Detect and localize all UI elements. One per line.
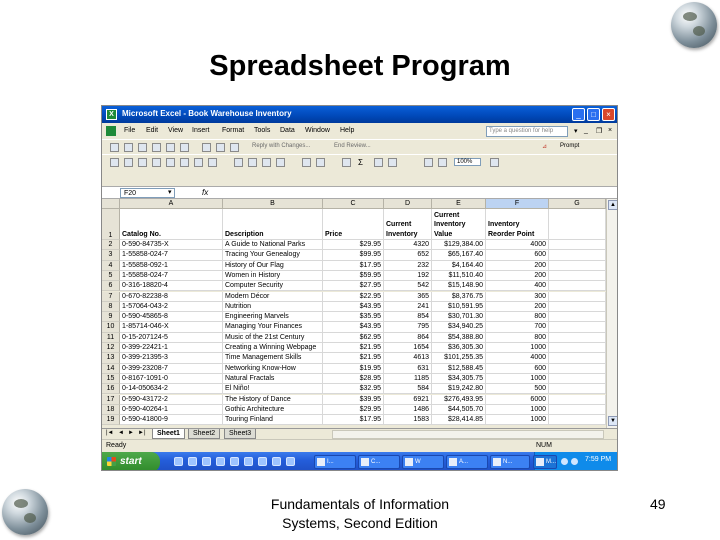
table-cell[interactable]: 0-8167-1091-0	[120, 374, 223, 384]
table-cell[interactable]: $10,591.95	[432, 302, 486, 312]
table-cell[interactable]: 0-399-21395-3	[120, 353, 223, 363]
header-inventory-value-line: Current	[434, 211, 460, 219]
table-cell[interactable]: 1000	[486, 415, 549, 425]
table-cell[interactable]: El Niño!	[223, 384, 323, 394]
table-cell[interactable]	[549, 261, 606, 271]
help-icon[interactable]	[490, 158, 499, 167]
standard-toolbar	[102, 154, 618, 169]
tab-next-icon[interactable]: ►	[128, 430, 134, 436]
taskbar-app-icon	[449, 458, 457, 466]
table-cell[interactable]: 4320	[384, 240, 432, 250]
row-header-10[interactable]: 10	[102, 322, 120, 332]
table-cell[interactable]: 0-14-050634-2	[120, 384, 223, 394]
table-cell[interactable]: $28.95	[323, 374, 384, 384]
undo-icon[interactable]	[302, 158, 311, 167]
table-cell[interactable]	[549, 312, 606, 322]
table-cell[interactable]: 0-316-18820-4	[120, 281, 223, 291]
table-cell[interactable]: 1000	[486, 343, 549, 353]
table-cell[interactable]: 1583	[384, 415, 432, 425]
table-cell[interactable]: $4,164.40	[432, 261, 486, 271]
table-cell[interactable]	[549, 292, 606, 302]
table-cell[interactable]: Women in History	[223, 271, 323, 281]
table-cell[interactable]: Natural Fractals	[223, 374, 323, 384]
header-description-line: Description	[225, 230, 264, 238]
cut-icon[interactable]	[234, 158, 243, 167]
table-cell[interactable]: 0-399-23208-7	[120, 364, 223, 374]
table-cell[interactable]: $29.95	[323, 240, 384, 250]
window-titlebar	[102, 106, 618, 123]
review-icon-1[interactable]	[110, 143, 119, 152]
table-cell[interactable]	[549, 395, 606, 405]
header-inventory-value-line: Value	[434, 230, 453, 238]
table-cell[interactable]	[549, 374, 606, 384]
header-current-inventory[interactable]	[384, 209, 432, 240]
minimize-button[interactable]: _	[572, 108, 585, 121]
print-preview-icon[interactable]	[194, 158, 203, 167]
cell-g1[interactable]	[549, 209, 606, 240]
table-cell[interactable]: $43.95	[323, 302, 384, 312]
taskbar-item-4[interactable]: A...	[446, 455, 488, 469]
table-cell[interactable]: 192	[384, 271, 432, 281]
row-header-4[interactable]: 4	[102, 261, 120, 271]
maximize-button[interactable]: □	[587, 108, 600, 121]
review-icon-8[interactable]	[216, 143, 225, 152]
table-cell[interactable]: $15,148.90	[432, 281, 486, 291]
table-cell[interactable]: $35.95	[323, 312, 384, 322]
header-inventory-value-line: Inventory	[434, 221, 466, 228]
email-icon[interactable]	[166, 158, 175, 167]
table-cell[interactable]: 365	[384, 292, 432, 302]
table-cell[interactable]: 584	[384, 384, 432, 394]
table-cell[interactable]	[549, 271, 606, 281]
row-header-17[interactable]: 17	[102, 395, 120, 405]
footer-line-1: Fundamentals of Information	[270, 496, 450, 512]
table-cell[interactable]: 4000	[486, 240, 549, 250]
start-button[interactable]	[102, 452, 160, 471]
sheet-tab-bar	[102, 428, 618, 439]
quicklaunch-icon-5[interactable]	[230, 457, 239, 466]
menu-data[interactable]: Data	[280, 127, 295, 134]
table-cell[interactable]: 300	[486, 292, 549, 302]
table-cell[interactable]: 0-15-207124-5	[120, 333, 223, 343]
slide-title: Spreadsheet Program	[209, 50, 511, 82]
menu-bar	[102, 124, 618, 138]
table-cell[interactable]: 0-670-82238-8	[120, 292, 223, 302]
horizontal-scrollbar[interactable]	[332, 430, 604, 439]
excel-screenshot	[101, 105, 618, 471]
header-current-inventory-line: Inventory	[386, 230, 418, 238]
column-header-e[interactable]: E	[432, 199, 486, 209]
header-catalog-no[interactable]	[120, 209, 223, 240]
tab-last-icon[interactable]: ►|	[138, 430, 146, 436]
table-cell[interactable]: $19,242.80	[432, 384, 486, 394]
table-cell[interactable]: $32.95	[323, 384, 384, 394]
globe-logo-bottom	[2, 489, 48, 535]
table-cell[interactable]: 600	[486, 364, 549, 374]
hyperlink-icon[interactable]	[342, 158, 351, 167]
table-cell[interactable]: 1654	[384, 343, 432, 353]
quicklaunch-icon-8[interactable]	[272, 457, 281, 466]
status-ready: Ready	[106, 442, 127, 449]
table-cell[interactable]: $65,167.40	[432, 250, 486, 260]
paste-icon[interactable]	[262, 158, 271, 167]
tab-sheet1[interactable]: Sheet1	[152, 429, 185, 439]
header-reorder-point-line: Reorder Point	[488, 230, 535, 238]
table-cell[interactable]: $28,414.85	[432, 415, 486, 425]
table-cell[interactable]: 200	[486, 261, 549, 271]
table-cell[interactable]	[549, 302, 606, 312]
sort-ascending-icon[interactable]	[374, 158, 383, 167]
drawing-icon[interactable]	[438, 158, 447, 167]
table-cell[interactable]	[549, 281, 606, 291]
table-cell[interactable]	[549, 322, 606, 332]
row-header-7[interactable]: 7	[102, 292, 120, 302]
table-cell[interactable]	[549, 415, 606, 425]
row-header-11[interactable]: 11	[102, 333, 120, 343]
column-header-b[interactable]: B	[223, 199, 323, 209]
table-cell[interactable]: 631	[384, 364, 432, 374]
table-cell[interactable]	[549, 343, 606, 353]
header-current-inventory-line: Current	[386, 221, 412, 228]
row-header-9[interactable]: 9	[102, 312, 120, 322]
help-dropdown-icon[interactable]: ▾	[574, 128, 578, 135]
table-cell[interactable]: A Guide to National Parks	[223, 240, 323, 250]
name-box[interactable]: F20	[120, 188, 175, 198]
table-cell[interactable]: 1-85714-046-X	[120, 322, 223, 332]
table-cell[interactable]	[549, 250, 606, 260]
menu-file[interactable]: File	[124, 127, 136, 134]
table-cell[interactable]: 1000	[486, 405, 549, 415]
taskbar-app-icon	[361, 458, 369, 466]
taskbar-item-5[interactable]: N...	[490, 455, 530, 469]
table-cell[interactable]: 500	[486, 384, 549, 394]
taskbar-app-icon	[317, 458, 325, 466]
quicklaunch-icon-9[interactable]	[286, 457, 295, 466]
table-cell[interactable]: 6921	[384, 395, 432, 405]
sort-descending-icon[interactable]	[388, 158, 397, 167]
header-price[interactable]	[323, 209, 384, 240]
vertical-scrollbar[interactable]	[606, 199, 618, 429]
menu-insert[interactable]: Insert	[192, 127, 210, 134]
autosum-icon[interactable]: Σ	[358, 158, 363, 167]
doc-minimize-icon[interactable]: _	[584, 127, 588, 134]
table-cell[interactable]: 200	[486, 271, 549, 281]
table-cell[interactable]: $17.95	[323, 261, 384, 271]
table-cell[interactable]	[549, 240, 606, 250]
slide-footer	[220, 495, 500, 533]
table-cell[interactable]: 800	[486, 312, 549, 322]
table-cell[interactable]: Computer Security	[223, 281, 323, 291]
table-cell[interactable]: $34,940.25	[432, 322, 486, 332]
pdf-icon[interactable]: ⊿	[542, 144, 548, 150]
menu-format[interactable]: Format	[222, 127, 245, 134]
table-cell[interactable]: History of Our Flag	[223, 261, 323, 271]
review-icon-3[interactable]	[138, 143, 147, 152]
table-cell[interactable]: $34,305.75	[432, 374, 486, 384]
menu-edit[interactable]: Edit	[146, 127, 159, 134]
table-cell[interactable]: $12,588.45	[432, 364, 486, 374]
status-num: NUM	[536, 442, 552, 449]
table-cell[interactable]: 232	[384, 261, 432, 271]
row-header-16[interactable]: 16	[102, 384, 120, 394]
table-cell[interactable]: 600	[486, 250, 549, 260]
insert-function-icon[interactable]: fx	[202, 188, 209, 197]
row-header-5[interactable]: 5	[102, 271, 120, 281]
close-button[interactable]: ×	[602, 108, 615, 121]
table-cell[interactable]: $36,305.30	[432, 343, 486, 353]
tab-first-icon[interactable]: |◄	[106, 430, 114, 436]
table-cell[interactable]: $29.95	[323, 405, 384, 415]
spelling-icon[interactable]	[208, 158, 217, 167]
table-cell[interactable]: Touring Finland	[223, 415, 323, 425]
status-bar	[102, 439, 618, 451]
footer-line-2: Systems, Second Edition	[282, 515, 438, 531]
start-label: start	[120, 456, 142, 467]
row-header-18[interactable]: 18	[102, 405, 120, 415]
column-header-a[interactable]: A	[120, 199, 223, 209]
system-tray	[534, 452, 618, 471]
table-cell[interactable]: 542	[384, 281, 432, 291]
page-number: 49	[650, 496, 666, 512]
table-cell[interactable]: $276,493.95	[432, 395, 486, 405]
table-cell[interactable]: $8,376.75	[432, 292, 486, 302]
taskbar-clock: 7:59 PM	[585, 456, 612, 463]
formula-bar	[102, 186, 618, 199]
table-cell[interactable]: $99.95	[323, 250, 384, 260]
quicklaunch-icon-1[interactable]	[174, 457, 183, 466]
tray-icon-2[interactable]	[571, 458, 578, 465]
table-cell[interactable]: 200	[486, 302, 549, 312]
new-icon[interactable]	[110, 158, 119, 167]
table-cell[interactable]: $27.95	[323, 281, 384, 291]
scroll-up-icon[interactable]: ▲	[608, 200, 618, 210]
menu-tools[interactable]: Tools	[254, 127, 271, 134]
table-cell[interactable]	[549, 333, 606, 343]
quicklaunch-icon-4[interactable]	[216, 457, 225, 466]
tab-sheet3[interactable]: Sheet3	[224, 429, 256, 439]
reply-with-changes-button[interactable]: Reply with Changes...	[252, 143, 311, 149]
quicklaunch-icon-3[interactable]	[202, 457, 211, 466]
header-description[interactable]	[223, 209, 323, 240]
row-header-1[interactable]: 1	[102, 209, 120, 240]
table-cell[interactable]: 400	[486, 281, 549, 291]
table-cell[interactable]: 652	[384, 250, 432, 260]
row-header-6[interactable]: 6	[102, 281, 120, 291]
table-cell[interactable]: $101,255.35	[432, 353, 486, 363]
review-icon-7[interactable]	[202, 143, 211, 152]
header-reorder-point[interactable]	[486, 209, 549, 240]
table-cell[interactable]: $44,505.70	[432, 405, 486, 415]
table-cell[interactable]: Engineering Marvels	[223, 312, 323, 322]
quicklaunch-icon-6[interactable]	[244, 457, 253, 466]
table-cell[interactable]: Gothic Architecture	[223, 405, 323, 415]
open-icon[interactable]	[124, 158, 133, 167]
row-header-3[interactable]: 3	[102, 250, 120, 260]
reviewing-toolbar	[102, 139, 618, 154]
table-cell[interactable]: 0-590-84735-X	[120, 240, 223, 250]
table-cell[interactable]: $43.95	[323, 322, 384, 332]
column-header-d[interactable]: D	[384, 199, 432, 209]
table-cell[interactable]: 0-399-22421-1	[120, 343, 223, 353]
table-cell[interactable]: The History of Dance	[223, 395, 323, 405]
scroll-down-icon[interactable]: ▼	[608, 416, 618, 426]
row-header-14[interactable]: 14	[102, 364, 120, 374]
table-cell[interactable]: 700	[486, 322, 549, 332]
table-cell[interactable]: 1486	[384, 405, 432, 415]
review-icon-5[interactable]	[166, 143, 175, 152]
globe-logo-top	[671, 2, 717, 48]
table-cell[interactable]: 241	[384, 302, 432, 312]
table-cell[interactable]: 1000	[486, 374, 549, 384]
tab-prev-icon[interactable]: ◄	[118, 430, 124, 436]
table-cell[interactable]: 1-55858-024-7	[120, 250, 223, 260]
help-search-input[interactable]: Type a question for help	[486, 126, 568, 137]
prompt-button[interactable]: Prompt	[560, 143, 580, 149]
header-inventory-value[interactable]	[432, 209, 486, 240]
header-catalog-no-line: Catalog No.	[122, 230, 161, 238]
taskbar-app-icon	[536, 458, 544, 466]
copy-icon[interactable]	[248, 158, 257, 167]
table-cell[interactable]: 795	[384, 322, 432, 332]
menu-window[interactable]: Window	[305, 127, 330, 134]
doc-close-icon[interactable]: ×	[608, 127, 613, 134]
table-cell[interactable]: Music of the 21st Century	[223, 333, 323, 343]
excel-app-icon: X	[106, 109, 117, 120]
table-cell[interactable]: 4613	[384, 353, 432, 363]
taskbar-item-6[interactable]: M...	[533, 455, 557, 469]
review-icon-6[interactable]	[180, 143, 189, 152]
select-all-corner[interactable]	[102, 199, 120, 209]
row-header-12[interactable]: 12	[102, 343, 120, 353]
table-cell[interactable]: 6000	[486, 395, 549, 405]
permission-icon[interactable]	[152, 158, 161, 167]
table-cell[interactable]: 0-590-45865-8	[120, 312, 223, 322]
redo-icon[interactable]	[316, 158, 325, 167]
table-cell[interactable]: $30,701.30	[432, 312, 486, 322]
table-cell[interactable]: 0-590-41800-9	[120, 415, 223, 425]
table-cell[interactable]: $62.95	[323, 333, 384, 343]
header-price-line: Price	[325, 230, 343, 238]
doc-restore-icon[interactable]: ❐	[596, 128, 603, 135]
tab-sheet2[interactable]: Sheet2	[188, 429, 220, 439]
row-header-8[interactable]: 8	[102, 302, 120, 312]
table-cell[interactable]: 864	[384, 333, 432, 343]
table-cell[interactable]: $19.95	[323, 364, 384, 374]
zoom-select[interactable]: 100%	[454, 158, 481, 166]
chart-wizard-icon[interactable]	[424, 158, 433, 167]
name-box-dropdown-icon[interactable]: ▾	[168, 189, 172, 196]
table-cell[interactable]: 0-590-40264-1	[120, 405, 223, 415]
taskbar-item-2[interactable]: C...	[358, 455, 400, 469]
row-header-15[interactable]: 15	[102, 374, 120, 384]
quicklaunch-icon-2[interactable]	[188, 457, 197, 466]
windows-flag-icon	[107, 457, 116, 466]
row-header-19[interactable]: 19	[102, 415, 120, 425]
table-cell[interactable]: Managing Your Finances	[223, 322, 323, 332]
table-cell[interactable]: $54,388.80	[432, 333, 486, 343]
table-cell[interactable]: 800	[486, 333, 549, 343]
table-cell[interactable]: 1-55858-024-7	[120, 271, 223, 281]
table-cell[interactable]	[549, 364, 606, 374]
table-cell[interactable]: $39.95	[323, 395, 384, 405]
menu-view[interactable]: View	[168, 127, 184, 134]
table-cell[interactable]: Creating a Winning Webpage	[223, 343, 323, 353]
table-cell[interactable]: Networking Know-How	[223, 364, 323, 374]
menu-help[interactable]: Help	[340, 127, 355, 134]
table-cell[interactable]: 854	[384, 312, 432, 322]
column-header-f[interactable]: F	[486, 199, 549, 209]
table-cell[interactable]: $21.95	[323, 353, 384, 363]
table-cell[interactable]	[549, 353, 606, 363]
row-header-2[interactable]: 2	[102, 240, 120, 250]
taskbar-app-icon	[405, 458, 413, 466]
taskbar-app-icon	[493, 458, 501, 466]
row-header-13[interactable]: 13	[102, 353, 120, 363]
review-icon-9[interactable]	[230, 143, 239, 152]
table-cell[interactable]	[549, 384, 606, 394]
table-cell[interactable]: $59.95	[323, 271, 384, 281]
table-cell[interactable]: $21.95	[323, 343, 384, 353]
print-icon[interactable]	[180, 158, 189, 167]
table-cell[interactable]: $11,510.40	[432, 271, 486, 281]
end-review-button[interactable]: End Review...	[334, 143, 371, 149]
table-cell[interactable]: $129,384.00	[432, 240, 486, 250]
table-cell[interactable]: 4000	[486, 353, 549, 363]
table-cell[interactable]: Tracing Your Genealogy	[223, 250, 323, 260]
review-icon-4[interactable]	[152, 143, 161, 152]
table-cell[interactable]: Time Management Skills	[223, 353, 323, 363]
tray-icon-1[interactable]	[561, 458, 568, 465]
table-cell[interactable]: $22.95	[323, 292, 384, 302]
table-cell[interactable]: 1-55858-092-1	[120, 261, 223, 271]
column-header-g[interactable]: G	[549, 199, 606, 209]
workbook-icon	[106, 126, 116, 136]
table-cell[interactable]	[549, 405, 606, 415]
quicklaunch-icon-7[interactable]	[258, 457, 267, 466]
taskbar-item-1[interactable]: I...	[314, 455, 356, 469]
table-cell[interactable]: 1-57064-043-2	[120, 302, 223, 312]
taskbar-item-3[interactable]: W	[402, 455, 444, 469]
format-painter-icon[interactable]	[276, 158, 285, 167]
review-icon-2[interactable]	[124, 143, 133, 152]
table-cell[interactable]: 1185	[384, 374, 432, 384]
table-cell[interactable]: $17.95	[323, 415, 384, 425]
table-cell[interactable]: 0-590-43172-2	[120, 395, 223, 405]
column-header-c[interactable]: C	[323, 199, 384, 209]
window-title: Microsoft Excel - Book Warehouse Inventory	[122, 109, 292, 118]
windows-taskbar	[102, 452, 618, 471]
table-cell[interactable]: Nutrition	[223, 302, 323, 312]
table-cell[interactable]: Modern Décor	[223, 292, 323, 302]
save-icon[interactable]	[138, 158, 147, 167]
header-reorder-point-line: Inventory	[488, 221, 520, 228]
